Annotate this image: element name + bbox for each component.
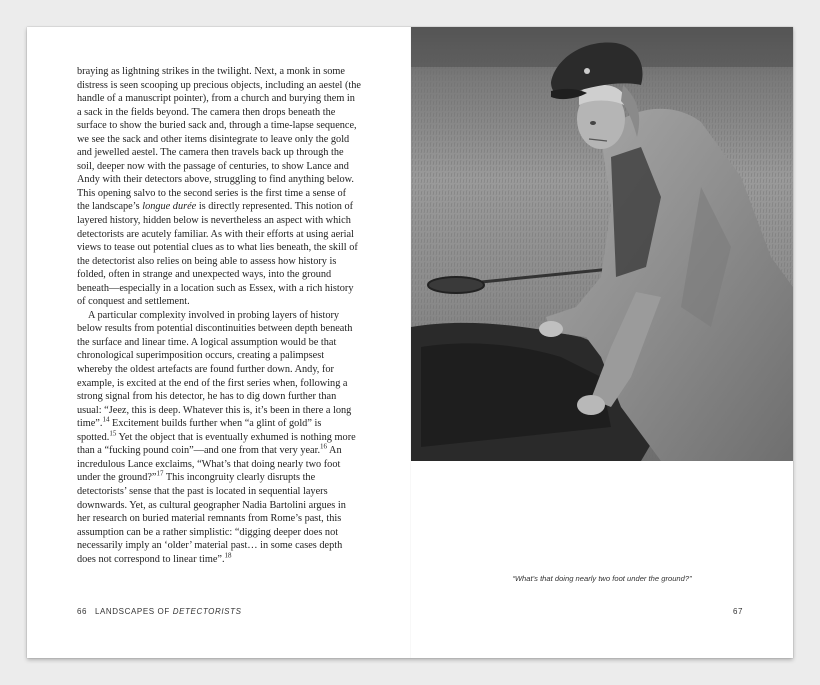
running-head-italic: DETECTORISTS: [172, 607, 242, 616]
text-run: A particular complexity involved in probing layers of history below results from potential discontinuities between depth beneath the surface and linear time. A logical assumption would be that chronological superimposition occurs, creating a palimpsest whereby the oldest artefacts are found further down. Andy, for example, is excited at the end of the first series when, following a strong signal from his detector, he has to dig down further than usual: “Jeez, this is deep. Whatever this is, it’s been in there a long time”.: [77, 309, 353, 430]
text-run: is directly represented. This notion of layered history, hidden below is nevertheless an aspect with which detectorists are acutely familiar. As with their efforts at using aerial views to tease out potential clues as to what lies beneath, the skill of the detectorist also relies on being able to assess how history is folded, often in strange and unexpected ways, into the ground beneath—especially in a location such as Essex, with a rich history of conquest and settlement.: [77, 201, 358, 308]
italic-term: longue durée: [142, 201, 197, 213]
paragraph: [77, 309, 361, 566]
paragraph: [77, 65, 361, 309]
photo-man-digging: [411, 27, 793, 461]
page-number-left: 66: [77, 607, 88, 616]
body-text: [77, 65, 361, 566]
photo-caption: “What’s that doing nearly two foot under the ground?”: [512, 574, 692, 583]
text-run: Yet the object that is eventually exhumed is nothing more than a “fucking pound coin”—and one from that very year.: [77, 431, 356, 457]
left-footer: [77, 607, 242, 616]
book-spread: [27, 27, 793, 658]
text-run: An incredulous Lance exclaims, “What’s that doing nearly two foot under the ground?”: [77, 445, 342, 484]
text-run: This incongruity clearly disrupts the detectorists’ sense that the past is located in sequential layers downwards. Yet, as cultural geographer Nadia Bartolini argues in her research on buried material remnants from Rome’s past, this assumption can be a rather simplistic: “digging deeper does not necessarily imply an ‘older’ material past… in some cases depth does not correspond to linear time”.: [77, 472, 346, 565]
footnote-ref[interactable]: 18: [224, 551, 232, 560]
text-run: Excitement builds further when “a glint of gold” is spotted.: [77, 418, 322, 443]
footnote-ref[interactable]: 16: [320, 442, 328, 451]
running-head: LANDSCAPES OF: [94, 607, 170, 616]
text-run: braying as lightning strikes in the twilight. Next, a monk in some distress is seen scooping up precious objects, including an aestel (the handle of a manuscript pointer), from a church and burying them in a sack in the fields beyond. The camera then drops beneath the surface to show the buried sack and, through a time-lapse sequence, we see the sack and other items disintegrate to leave only the gold and jewelled aestel. The camera then travels back up through the soil, deeper now with the passage of centuries, to show Lance and Andy with their detectors above, struggling to find anything below. This opening salvo to the second series is the first time a sense of the landscape’s: [77, 66, 361, 213]
page-number-right: 67: [733, 607, 743, 616]
footnote-ref[interactable]: 14: [102, 415, 110, 424]
footnote-ref[interactable]: 15: [109, 429, 117, 438]
footnote-ref[interactable]: 17: [156, 469, 164, 478]
